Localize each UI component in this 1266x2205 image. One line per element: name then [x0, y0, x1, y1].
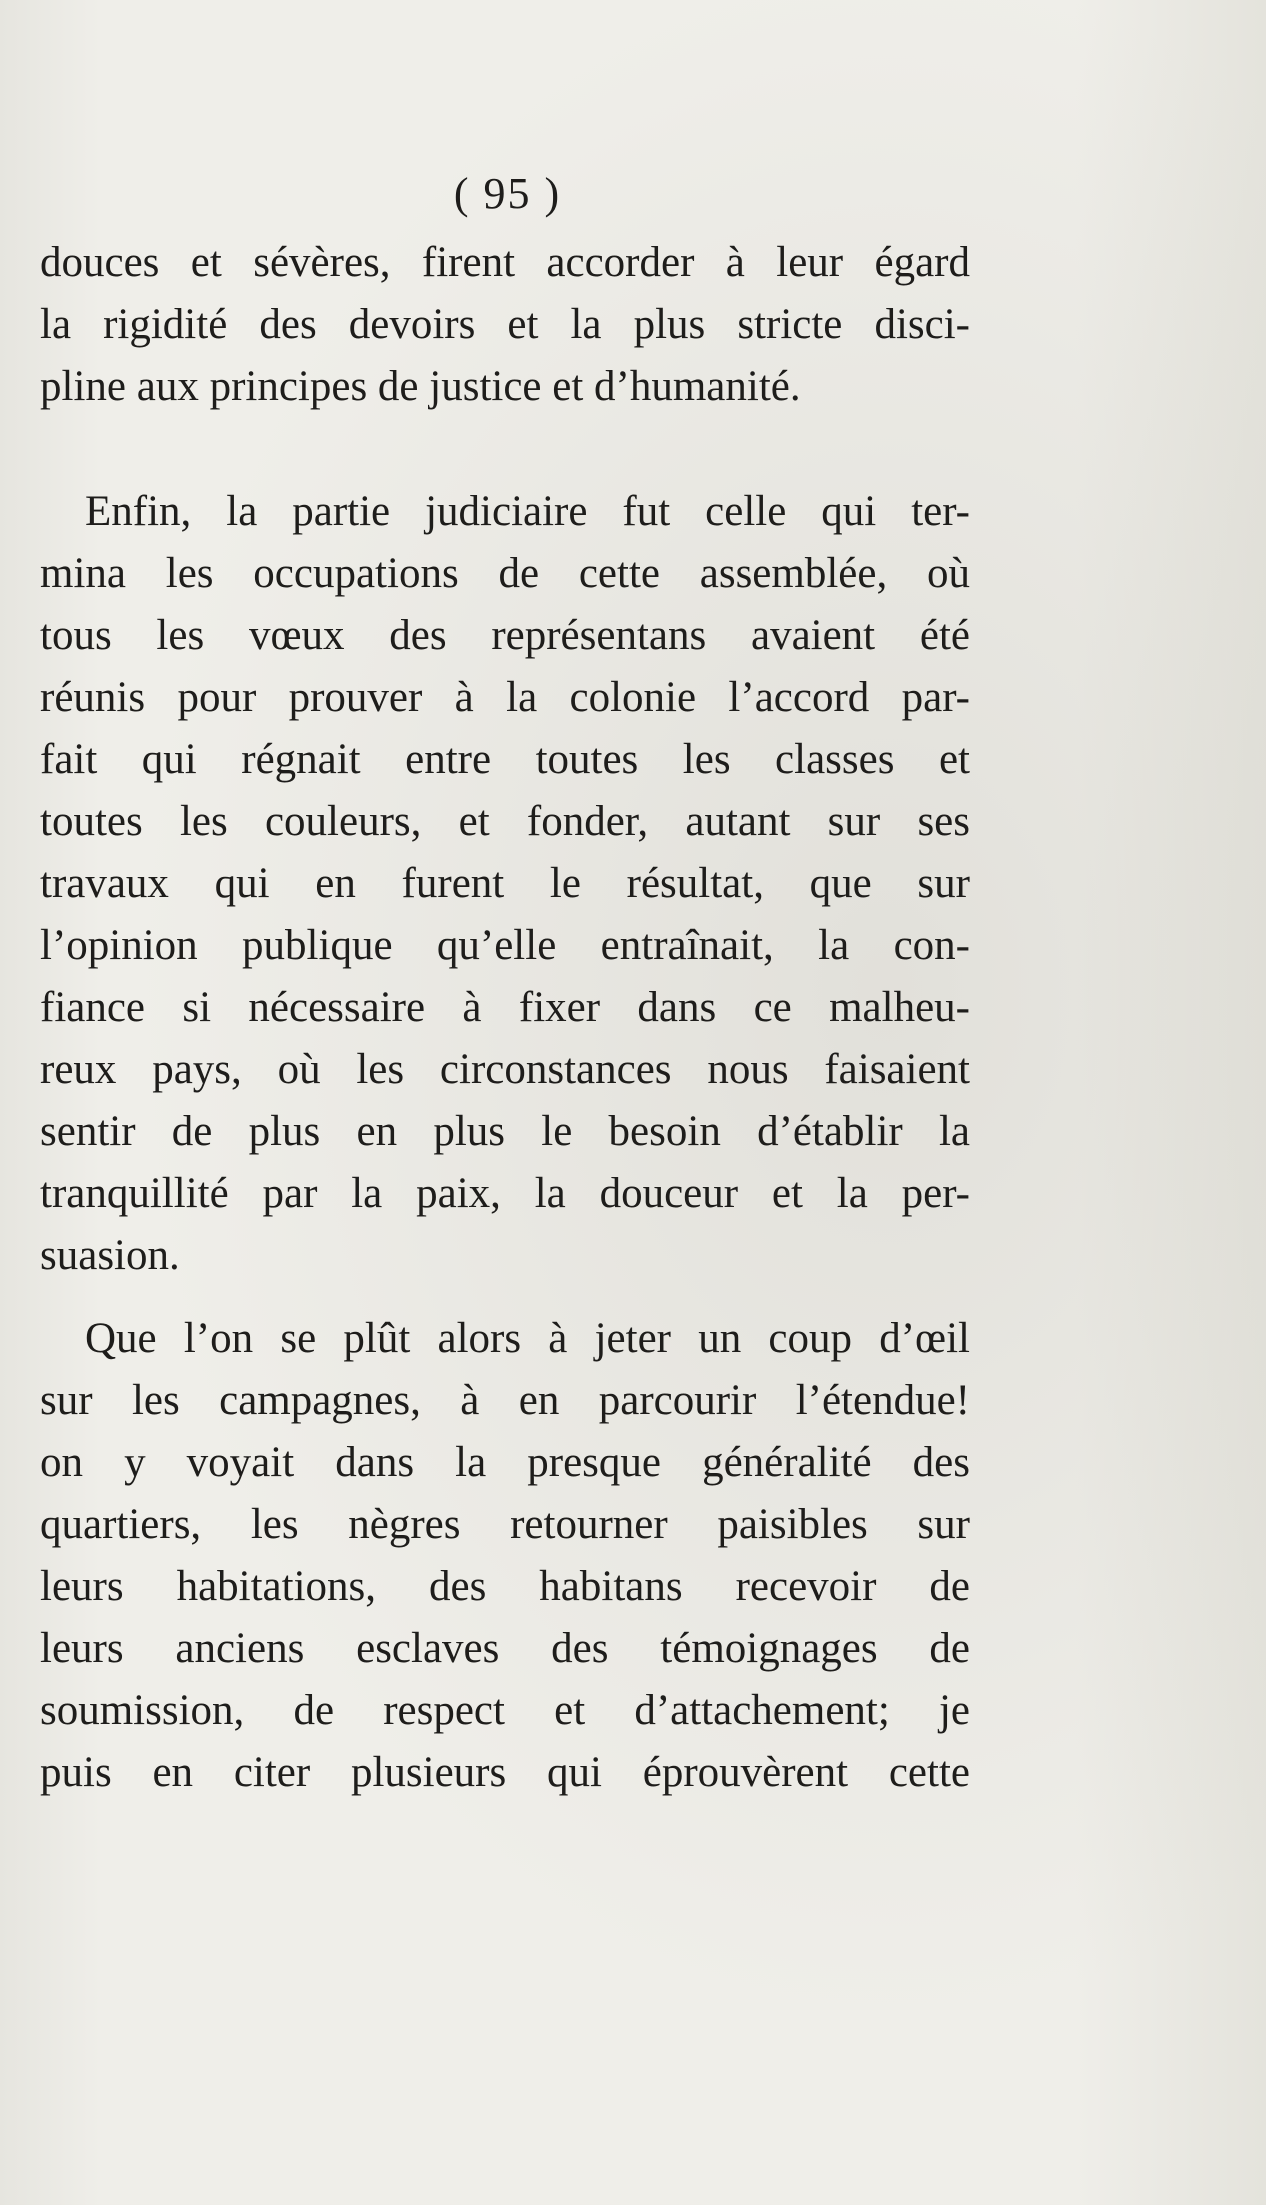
text-line: fait qui régnait entre toutes les classes et: [40, 736, 970, 783]
text-line: Enfin, la partie judiciaire fut celle qui ter-: [85, 488, 970, 535]
paragraph-1: [40, 232, 970, 418]
text-line: réunis pour prouver à la colonie l’accord par-: [40, 674, 970, 721]
text-line: l’opinion publique qu’elle entraînait, la con-: [40, 922, 970, 969]
text-line: sentir de plus en plus le besoin d’établir la: [40, 1108, 970, 1155]
text-line: soumission, de respect et d’attachement; je: [40, 1687, 970, 1734]
text-line: puis en citer plusieurs qui éprouvèrent cette: [40, 1749, 970, 1796]
text-line: quartiers, les nègres retourner paisibles sur: [40, 1501, 970, 1548]
text-line: mina les occupations de cette assemblée, où: [40, 550, 970, 597]
text-line: tous les vœux des représentans avaient été: [40, 612, 970, 659]
text-line: la rigidité des devoirs et la plus stricte disci-: [40, 301, 970, 348]
text-line: leurs habitations, des habitans recevoir de: [40, 1563, 970, 1610]
text-line: toutes les couleurs, et fonder, autant sur ses: [40, 798, 970, 845]
text-line: suasion.: [40, 1232, 180, 1279]
text-line: tranquillité par la paix, la douceur et la per-: [40, 1170, 970, 1217]
text-line: on y voyait dans la presque généralité des: [40, 1439, 970, 1486]
paragraph-3: [40, 1308, 970, 1804]
text-line: Que l’on se plût alors à jeter un coup d’œil: [85, 1315, 970, 1362]
page-number: ( 95 ): [453, 169, 562, 218]
paragraph-2: [40, 481, 970, 1287]
text-line: reux pays, où les circonstances nous faisaient: [40, 1046, 970, 1093]
text-line: leurs anciens esclaves des témoignages de: [40, 1625, 970, 1672]
text-line: douces et sévères, firent accorder à leur égard: [40, 239, 970, 286]
text-line: travaux qui en furent le résultat, que sur: [40, 860, 970, 907]
text-line: pline aux principes de justice et d’humanité.: [40, 363, 801, 410]
text-line: sur les campagnes, à en parcourir l’étendue!: [40, 1377, 970, 1424]
text-line: fiance si nécessaire à fixer dans ce malheu-: [40, 984, 970, 1031]
